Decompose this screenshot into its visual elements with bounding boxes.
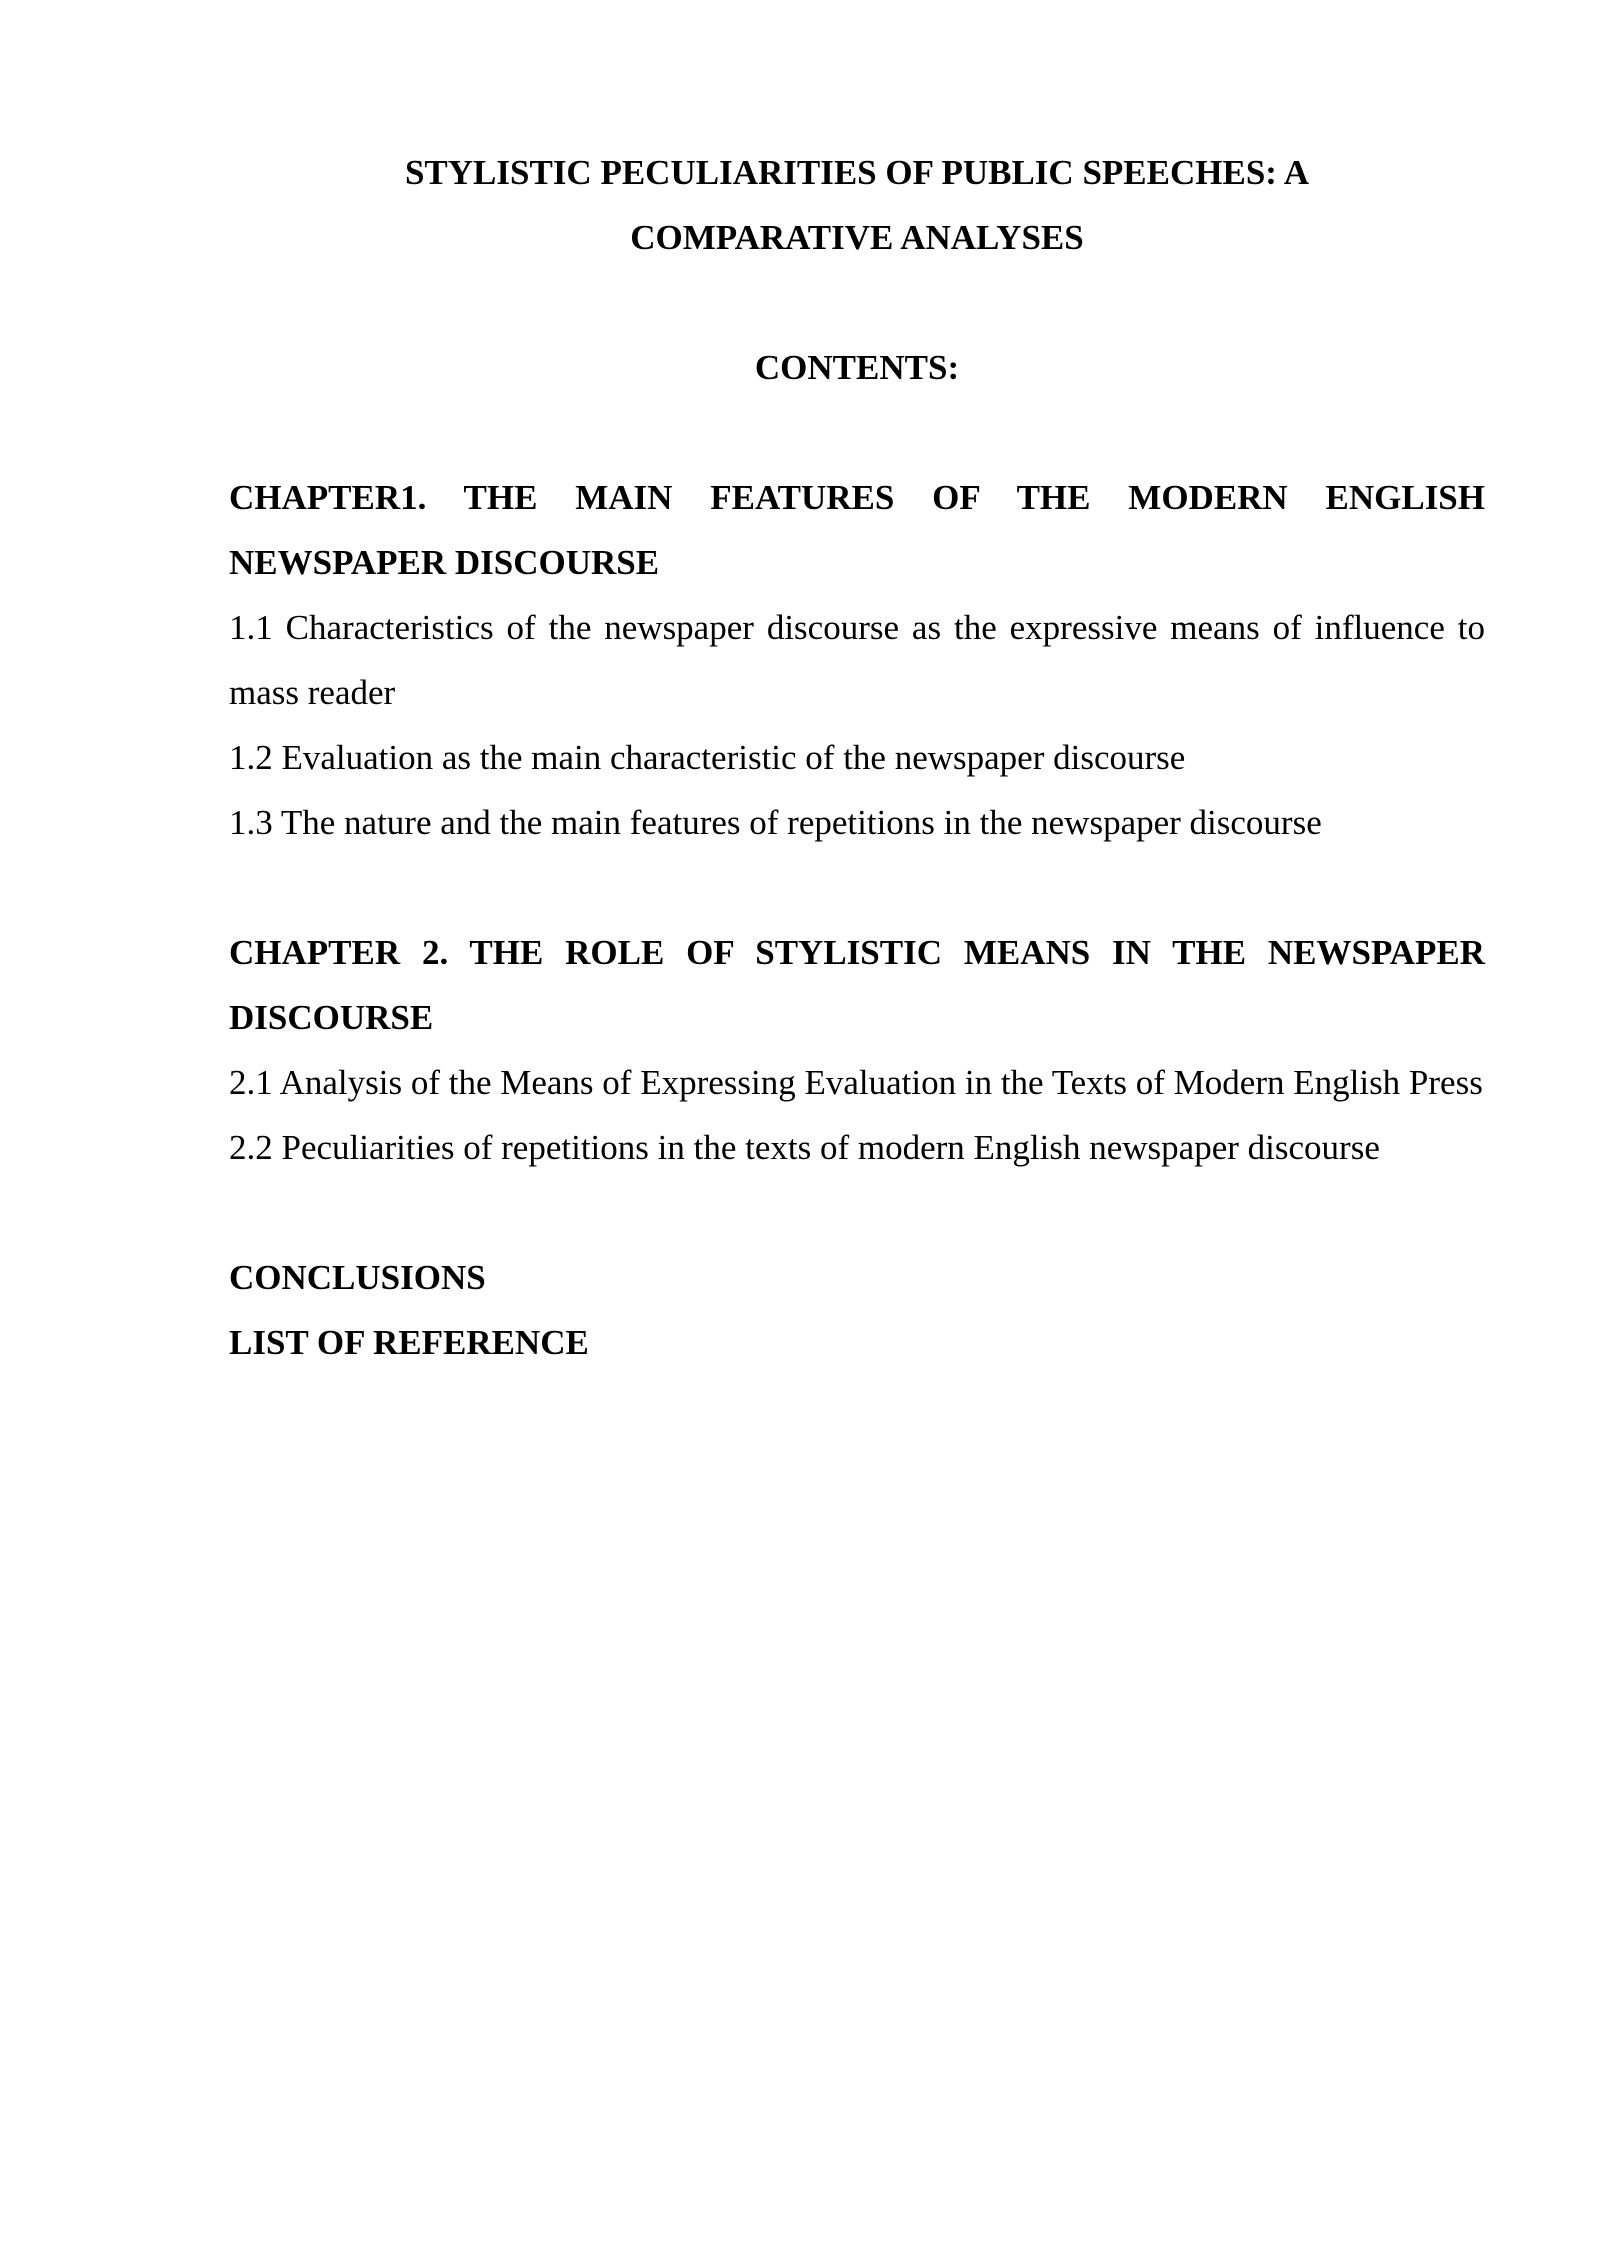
- contents-heading: CONTENTS:: [754, 348, 960, 387]
- chapter-1: [229, 465, 1485, 855]
- references-entry: LIST OF REFERENCE: [229, 1323, 589, 1362]
- chapter-1-heading: CHAPTER1. THE MAIN FEATURES OF THE MODERN ENGLISH NEWSPAPER DISCOURSE: [229, 478, 1485, 582]
- spacer: [229, 1180, 1485, 1245]
- document-content: [229, 140, 1485, 1375]
- document-title-line-2: COMPARATIVE ANALYSES: [630, 218, 1084, 257]
- section-2-2: 2.2 Peculiarities of repetitions in the texts of modern English newspaper discourse: [229, 1128, 1380, 1167]
- section-2-1: 2.1 Analysis of the Means of Expressing Evaluation in the Texts of Modern English Press: [229, 1063, 1483, 1102]
- chapter-2: [229, 920, 1485, 1180]
- section-1-3: 1.3 The nature and the main features of repetitions in the newspaper discourse: [229, 803, 1322, 842]
- spacer: [229, 855, 1485, 920]
- chapter-2-heading: CHAPTER 2. THE ROLE OF STYLISTIC MEANS IN THE NEWSPAPER DISCOURSE: [229, 933, 1485, 1037]
- conclusions-entry: CONCLUSIONS: [229, 1258, 486, 1297]
- section-1-1: 1.1 Characteristics of the newspaper discourse as the expressive means of influence to mass reader: [229, 608, 1485, 712]
- document-title-line-1: STYLISTIC PECULIARITIES OF PUBLIC SPEECHES: A: [404, 153, 1310, 192]
- section-1-2: 1.2 Evaluation as the main characteristic of the newspaper discourse: [229, 738, 1186, 777]
